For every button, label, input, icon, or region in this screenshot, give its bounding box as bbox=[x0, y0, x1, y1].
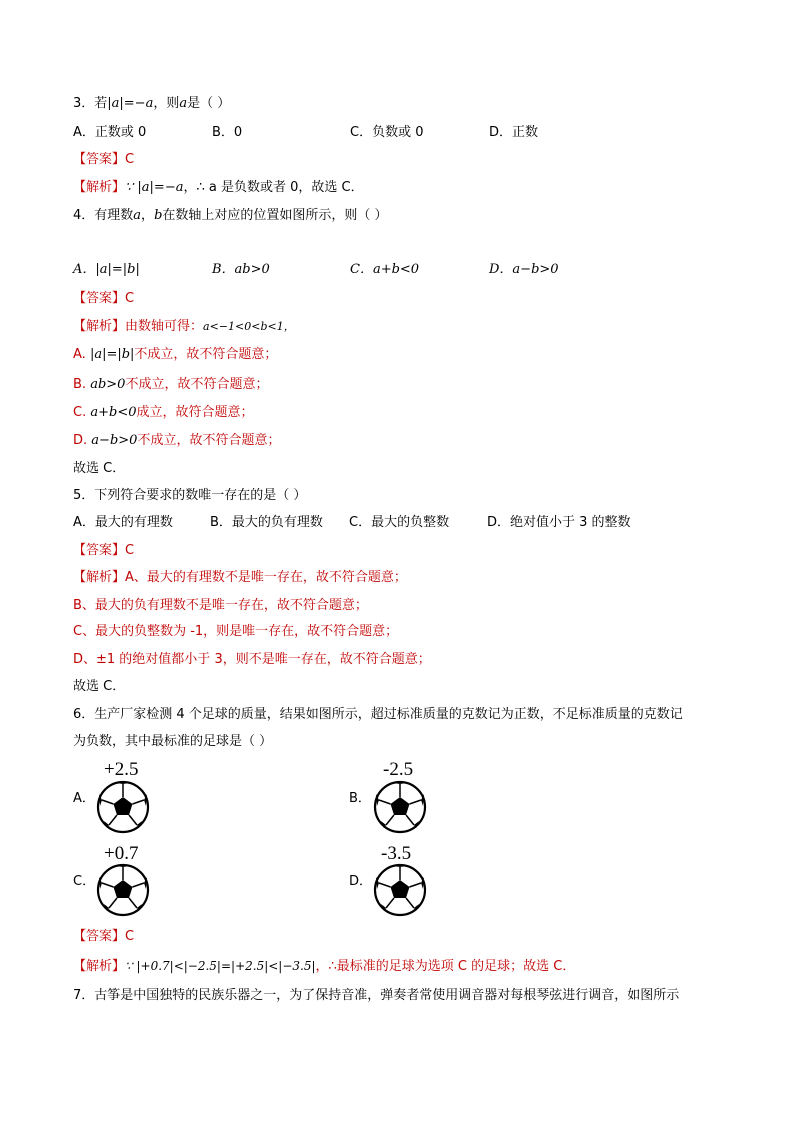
q3-option-a: A．正数或 0 bbox=[73, 125, 147, 140]
line-text: A、最大的有理数不是唯一存在，故不符合题意； bbox=[125, 570, 407, 585]
q5-analysis-line-d: D、±1 的绝对值都小于 3，则不是唯一存在，故不符合题意； bbox=[73, 652, 431, 667]
q5-option-c: C．最大的负整数 bbox=[349, 515, 450, 530]
q4-stem-pre: 4．有理数 bbox=[73, 208, 134, 223]
answer-value: C bbox=[125, 291, 135, 306]
q4-analysis-line-b bbox=[73, 376, 268, 394]
q3-stem-pre: 3．若 bbox=[73, 96, 108, 111]
q5-analysis-line-c: C、最大的负整数为 -1，则是唯一存在，故不符合题意； bbox=[73, 624, 399, 639]
line-math: a−b>0 bbox=[91, 433, 138, 448]
q3-stem-math: |a|=−a bbox=[107, 96, 154, 111]
q3-stem-mid: ，则 bbox=[153, 96, 180, 111]
line-label: A. bbox=[73, 347, 86, 362]
q4-stem-var: b bbox=[154, 208, 163, 223]
q3-option-c: C．负数或 0 bbox=[350, 125, 424, 140]
analysis-tag: 【解析】 bbox=[73, 319, 126, 334]
q5-analysis-line-b: B、最大的负有理数不是唯一存在，故不符合题意； bbox=[73, 598, 368, 613]
soccer-ball-icon bbox=[96, 863, 150, 917]
q6-option-d-label: D． bbox=[349, 874, 373, 889]
line-label: C. bbox=[73, 405, 87, 420]
q3-answer bbox=[73, 151, 134, 169]
q4-option-a: A．|a|=|b| bbox=[73, 262, 140, 277]
answer-tag: 【答案】 bbox=[73, 152, 126, 167]
q6-option-c-label: C． bbox=[73, 874, 96, 889]
q3-option-d: D．正数 bbox=[489, 125, 539, 140]
analysis-tag: 【解析】 bbox=[73, 180, 126, 195]
answer-value: C bbox=[125, 152, 135, 167]
q4-option-c: C．a+b<0 bbox=[350, 262, 420, 277]
q4-answer bbox=[73, 290, 134, 308]
q3-analysis-text: ，∴ a 是负数或者 0，故选 C． bbox=[183, 180, 364, 195]
q3-option-b: B．0 bbox=[212, 125, 243, 140]
q6-ball-c-value: +0.7 bbox=[104, 843, 139, 864]
q5-analysis-line-a bbox=[73, 569, 407, 587]
q6-ball-b-value: -2.5 bbox=[383, 759, 414, 780]
q4-stem-math: a bbox=[133, 208, 142, 223]
q4-option-d: D．a−b>0 bbox=[489, 262, 559, 277]
q6-option-b-label: B． bbox=[349, 791, 371, 806]
line-label: D. bbox=[73, 433, 88, 448]
q3-analysis bbox=[73, 179, 364, 197]
answer-tag: 【答案】 bbox=[73, 291, 126, 306]
line-text: 不成立，故不符合题意； bbox=[134, 347, 278, 362]
q6-ball-d-value: -3.5 bbox=[381, 843, 412, 864]
line-math: |a|=|b| bbox=[89, 347, 135, 362]
q6-analysis bbox=[73, 957, 575, 976]
q4-stem-post: 在数轴上对应的位置如图所示，则（ ） bbox=[162, 208, 388, 223]
q4-stem-mid: ， bbox=[141, 208, 155, 223]
q7-stem: 7．古筝是中国独特的民族乐器之一，为了保持音准，弹奏者常使用调音器对每根琴弦进行调音，如图所示 bbox=[73, 988, 680, 1003]
q4-analysis-math: a<−1<0<b<1， bbox=[203, 320, 295, 333]
q4-analysis-line-d bbox=[73, 432, 280, 450]
q4-option-b: B．ab>0 bbox=[212, 262, 270, 277]
q4-analysis bbox=[73, 318, 295, 336]
line-text: 不成立，故不符合题意； bbox=[125, 377, 269, 392]
answer-value: C bbox=[125, 543, 135, 558]
line-text: 不成立，故不符合题意； bbox=[137, 433, 281, 448]
q6-analysis-text: ，∴最标准的足球为选项 C 的足球；故选 C． bbox=[315, 959, 576, 974]
answer-value: C bbox=[125, 929, 135, 944]
q6-ball-a-value: +2.5 bbox=[104, 759, 139, 780]
q4-analysis-line-a bbox=[73, 346, 277, 364]
q6-answer bbox=[73, 928, 134, 946]
q6-analysis-math: ∵ |+0.7|<|−2.5|=|+2.5|<|−3.5| bbox=[125, 959, 316, 973]
q6-stem-line1: 6．生产厂家检测 4 个足球的质量，结果如图所示，超过标准质量的克数记为正数，不足标准质量的克数记 bbox=[73, 707, 683, 722]
q3-analysis-math: ∵ |a|=−a bbox=[125, 180, 184, 195]
line-math: ab>0 bbox=[90, 377, 126, 392]
soccer-ball-icon bbox=[96, 780, 150, 834]
q4-conclusion: 故选 C． bbox=[73, 461, 126, 476]
q5-option-a: A．最大的有理数 bbox=[73, 515, 173, 530]
q3-stem-var: a bbox=[179, 96, 188, 111]
analysis-tag: 【解析】 bbox=[73, 570, 126, 585]
q6-stem-line2: 为负数，其中最标准的足球是（ ） bbox=[73, 734, 273, 749]
line-text: 成立，故符合题意； bbox=[136, 405, 254, 420]
q5-option-d: D．绝对值小于 3 的整数 bbox=[487, 515, 631, 530]
q5-answer bbox=[73, 542, 134, 560]
line-label: B. bbox=[73, 377, 87, 392]
q5-option-b: B．最大的负有理数 bbox=[210, 515, 323, 530]
soccer-ball-icon bbox=[373, 780, 427, 834]
line-math: a+b<0 bbox=[90, 405, 137, 420]
q3-stem bbox=[73, 95, 230, 113]
q5-conclusion: 故选 C． bbox=[73, 679, 126, 694]
analysis-tag: 【解析】 bbox=[73, 959, 126, 974]
q5-stem: 5．下列符合要求的数唯一存在的是（ ） bbox=[73, 488, 307, 503]
q3-stem-post: 是（ ） bbox=[187, 96, 231, 111]
q6-option-a-label: A． bbox=[73, 791, 95, 806]
q4-analysis-text: 由数轴可得： bbox=[125, 319, 204, 334]
answer-tag: 【答案】 bbox=[73, 543, 126, 558]
answer-tag: 【答案】 bbox=[73, 929, 126, 944]
soccer-ball-icon bbox=[373, 863, 427, 917]
q4-analysis-line-c bbox=[73, 404, 254, 422]
q4-stem bbox=[73, 207, 388, 225]
